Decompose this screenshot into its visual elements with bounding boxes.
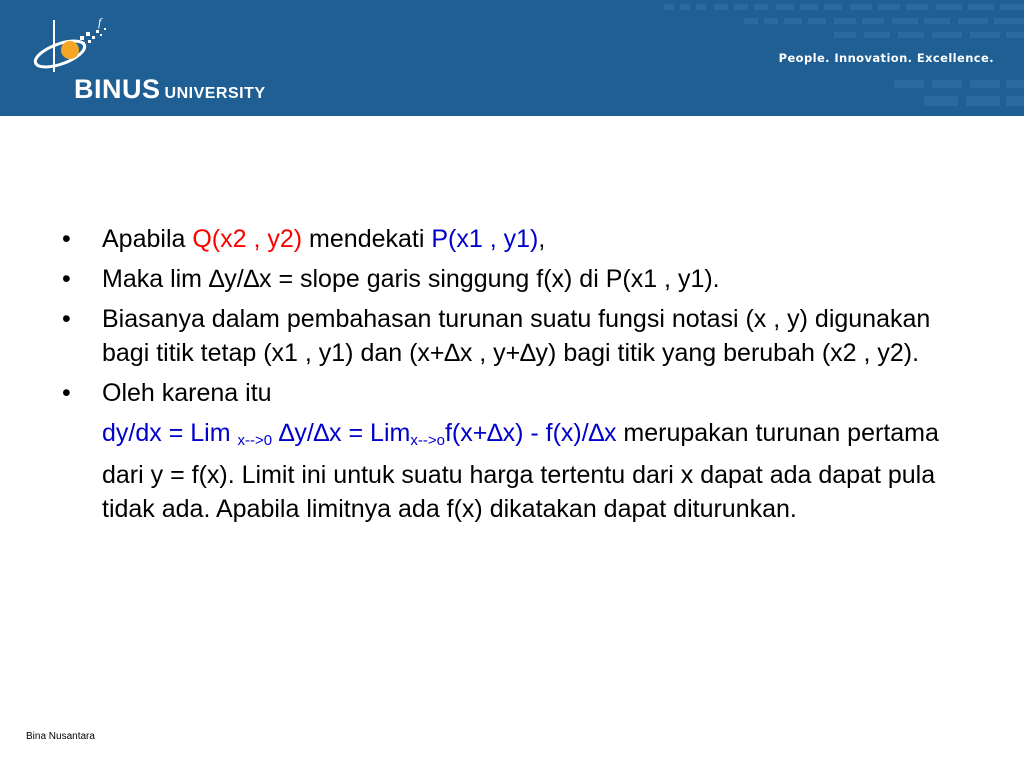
svg-text:f: f — [98, 15, 102, 29]
bullet-dot-icon: • — [62, 225, 71, 253]
logo-emblem-icon — [18, 14, 128, 74]
formula-part: dy/dx = Lim — [102, 419, 238, 447]
logo-binus-text: BINUS — [74, 74, 161, 104]
bullet-text: Oleh karena itu — [102, 379, 272, 407]
binus-logo — [18, 14, 308, 104]
bullet-item — [62, 302, 962, 370]
logo-wordmark — [74, 74, 266, 105]
bullet-text: mendekati — [302, 225, 432, 253]
slide-body — [62, 222, 962, 526]
formula-part: f(x+∆x) - f(x)/∆x — [444, 419, 617, 447]
formula-paragraph — [62, 416, 962, 526]
bullet-text: Maka lim ∆y/∆x = slope garis singgung f(x) di P(x1 , y1). — [102, 265, 720, 293]
formula-part: ∆y/∆x = Lim — [272, 419, 411, 447]
formula-subscript: x-->0 — [237, 432, 273, 449]
bullet-item — [62, 376, 962, 410]
bullet-text: Apabila — [102, 225, 193, 253]
bullet-text: , — [538, 225, 546, 253]
bullet-item — [62, 262, 962, 296]
bullet-list — [62, 222, 962, 410]
bullet-dot-icon: • — [62, 305, 71, 333]
bullet-dot-icon: • — [62, 265, 71, 293]
logo-university-text: UNIVERSITY — [164, 85, 266, 102]
tagline: People. Innovation. Excellence. — [778, 51, 994, 65]
header-banner — [0, 0, 1024, 116]
formula-subscript: x-->o — [410, 432, 445, 449]
paragraph-text: merupakan turunan pertama dari y = f(x). Limit ini untuk suatu harga tertentu dari x dapat ada dapat pula tidak ada. Apabila limitnya ada f(x) dikatakan dapat diturunkan. — [102, 419, 939, 523]
bullet-dot-icon: • — [62, 379, 71, 407]
bullet-item — [62, 222, 962, 256]
bullet-text: Biasanya dalam pembahasan turunan suatu fungsi notasi (x , y) digunakan bagi titik tetap (x1 , y1) dan (x+∆x , y+∆y) bagi titik yang berubah (x2 , y2). — [102, 305, 931, 367]
point-p: P(x1 , y1) — [431, 225, 539, 253]
point-q: Q(x2 , y2) — [192, 225, 303, 253]
footer-text: Bina Nusantara — [26, 731, 95, 742]
